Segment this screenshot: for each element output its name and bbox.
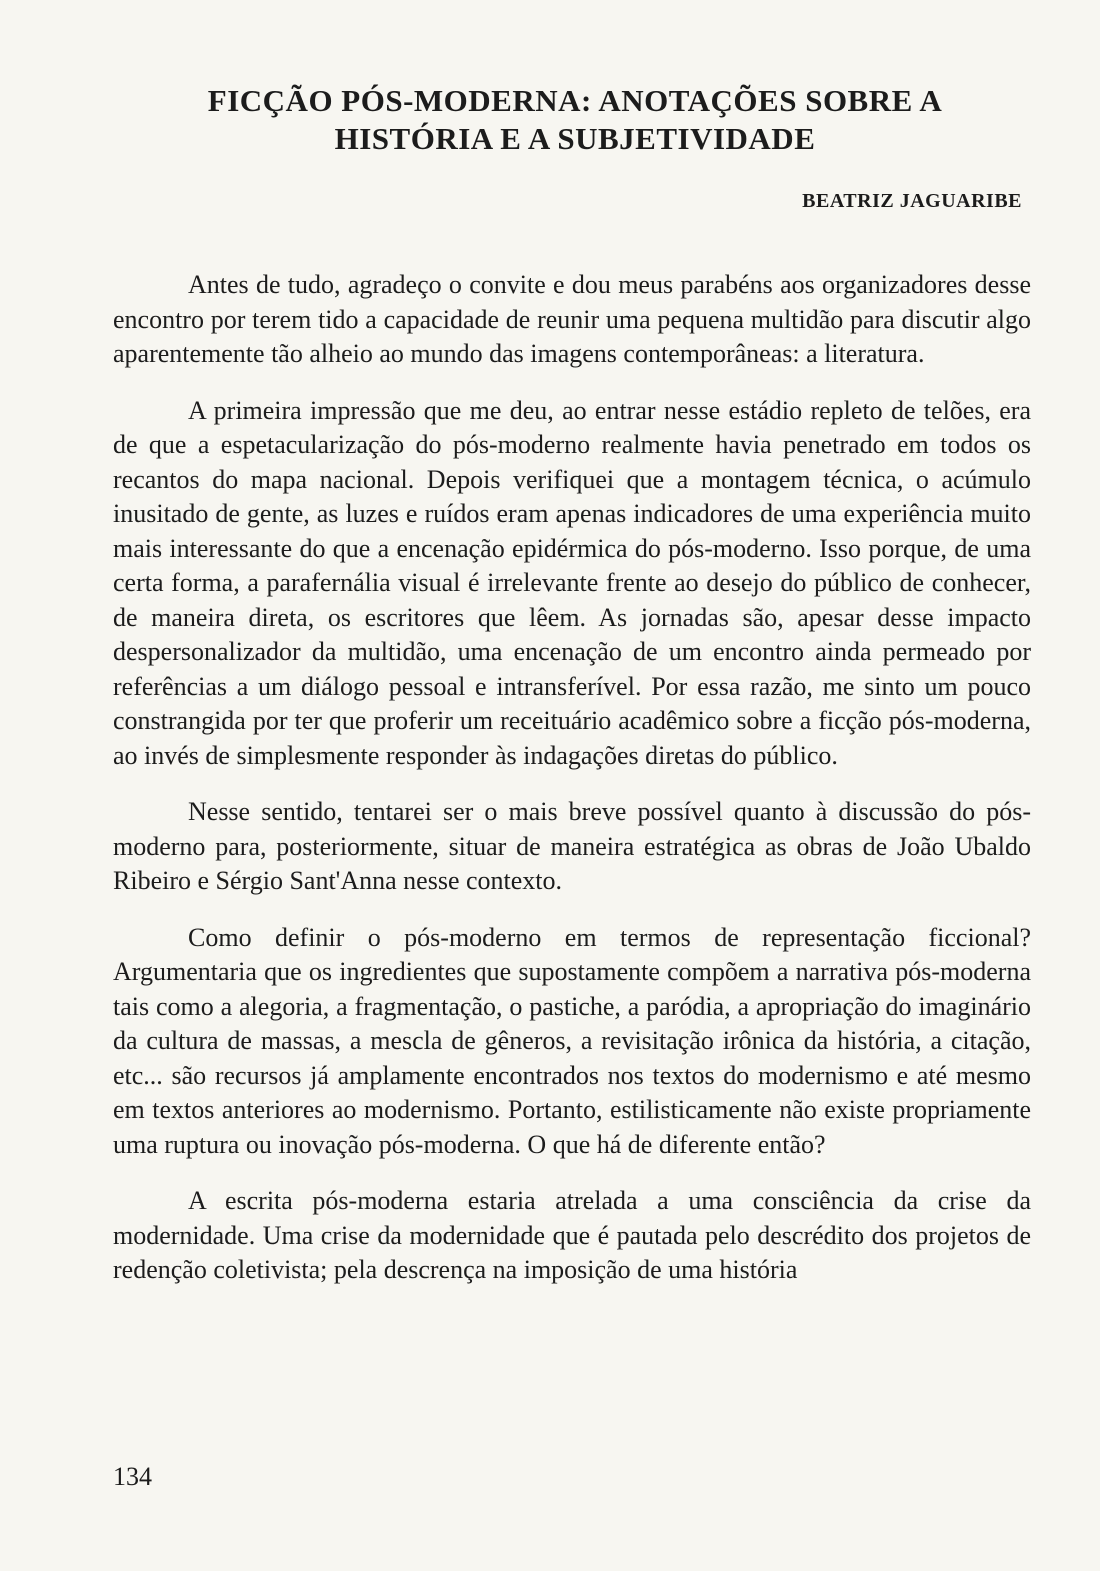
article-title	[110, 82, 1040, 158]
paragraph: Nesse sentido, tentarei ser o mais breve possível quanto à discussão do pós-moderno para, posteriormente, situar de maneira estratégica as obras de João Ubaldo Ribeiro e Sérgio Sant'Anna nesse contexto.	[113, 797, 1031, 895]
body-text	[113, 268, 1031, 1310]
paragraph: Como definir o pós-moderno em termos de representação ficcional? Argumentaria que os ingredientes que supostamente compõem a narrativa pós-moderna tais como a alegoria, a fragmentação, o pastiche, a paródia, a apropriação do imaginário da cultura de massas, a mescla de gêneros, a revisitação irônica da história, a citação, etc... são recursos já amplamente encontrados nos textos do modernismo e até mesmo em textos anteriores ao modernismo. Portanto, estilisticamente não existe propriamente uma ruptura ou inovação pós-moderna. O que há de diferente então?	[113, 922, 1031, 1159]
article-title-line-2: HISTÓRIA E A SUBJETIVIDADE	[334, 121, 816, 156]
paragraph: A escrita pós-moderna estaria atrelada a uma consciência da crise da modernidade. Uma crise da modernidade que é pautada pelo descrédito dos projetos de redenção coletivista; pela descrença na imposição de uma história	[113, 1186, 1031, 1284]
paragraph: Antes de tudo, agradeço o convite e dou meus parabéns aos organizadores desse encontro por terem tido a capacidade de reunir uma pequena multidão para discutir algo aparentemente tão alheio ao mundo das imagens contemporâneas: a literatura.	[113, 270, 1031, 368]
author-name: BEATRIZ JAGUARIBE	[802, 190, 1022, 212]
paragraph: A primeira impressão que me deu, ao entrar nesse estádio repleto de telões, era de que a espetacularização do pós-moderno realmente havia penetrado em todos os recantos do mapa nacional. Depois verifiquei que a montagem técnica, o acúmulo inusitado de gente, as luzes e ruídos eram apenas indicadores de uma experiência muito mais interessante do que a encenação epidérmica do pós-moderno. Isso porque, de uma certa forma, a parafernália visual é irrelevante frente ao desejo do público de conhecer, de maneira direta, os escritores que lêem. As jornadas são, apesar desse impacto despersonalizador da multidão, uma encenação de um encontro ainda permeado por referências a um diálogo pessoal e intransferível. Por essa razão, me sinto um pouco constrangida por ter que proferir um receituário acadêmico sobre a ficção pós-moderna, ao invés de simplesmente responder às indagações diretas do público.	[113, 395, 1031, 770]
page-number: 134	[113, 1462, 152, 1491]
article-title-line-1: FICÇÃO PÓS-MODERNA: ANOTAÇÕES SOBRE A	[207, 83, 943, 118]
